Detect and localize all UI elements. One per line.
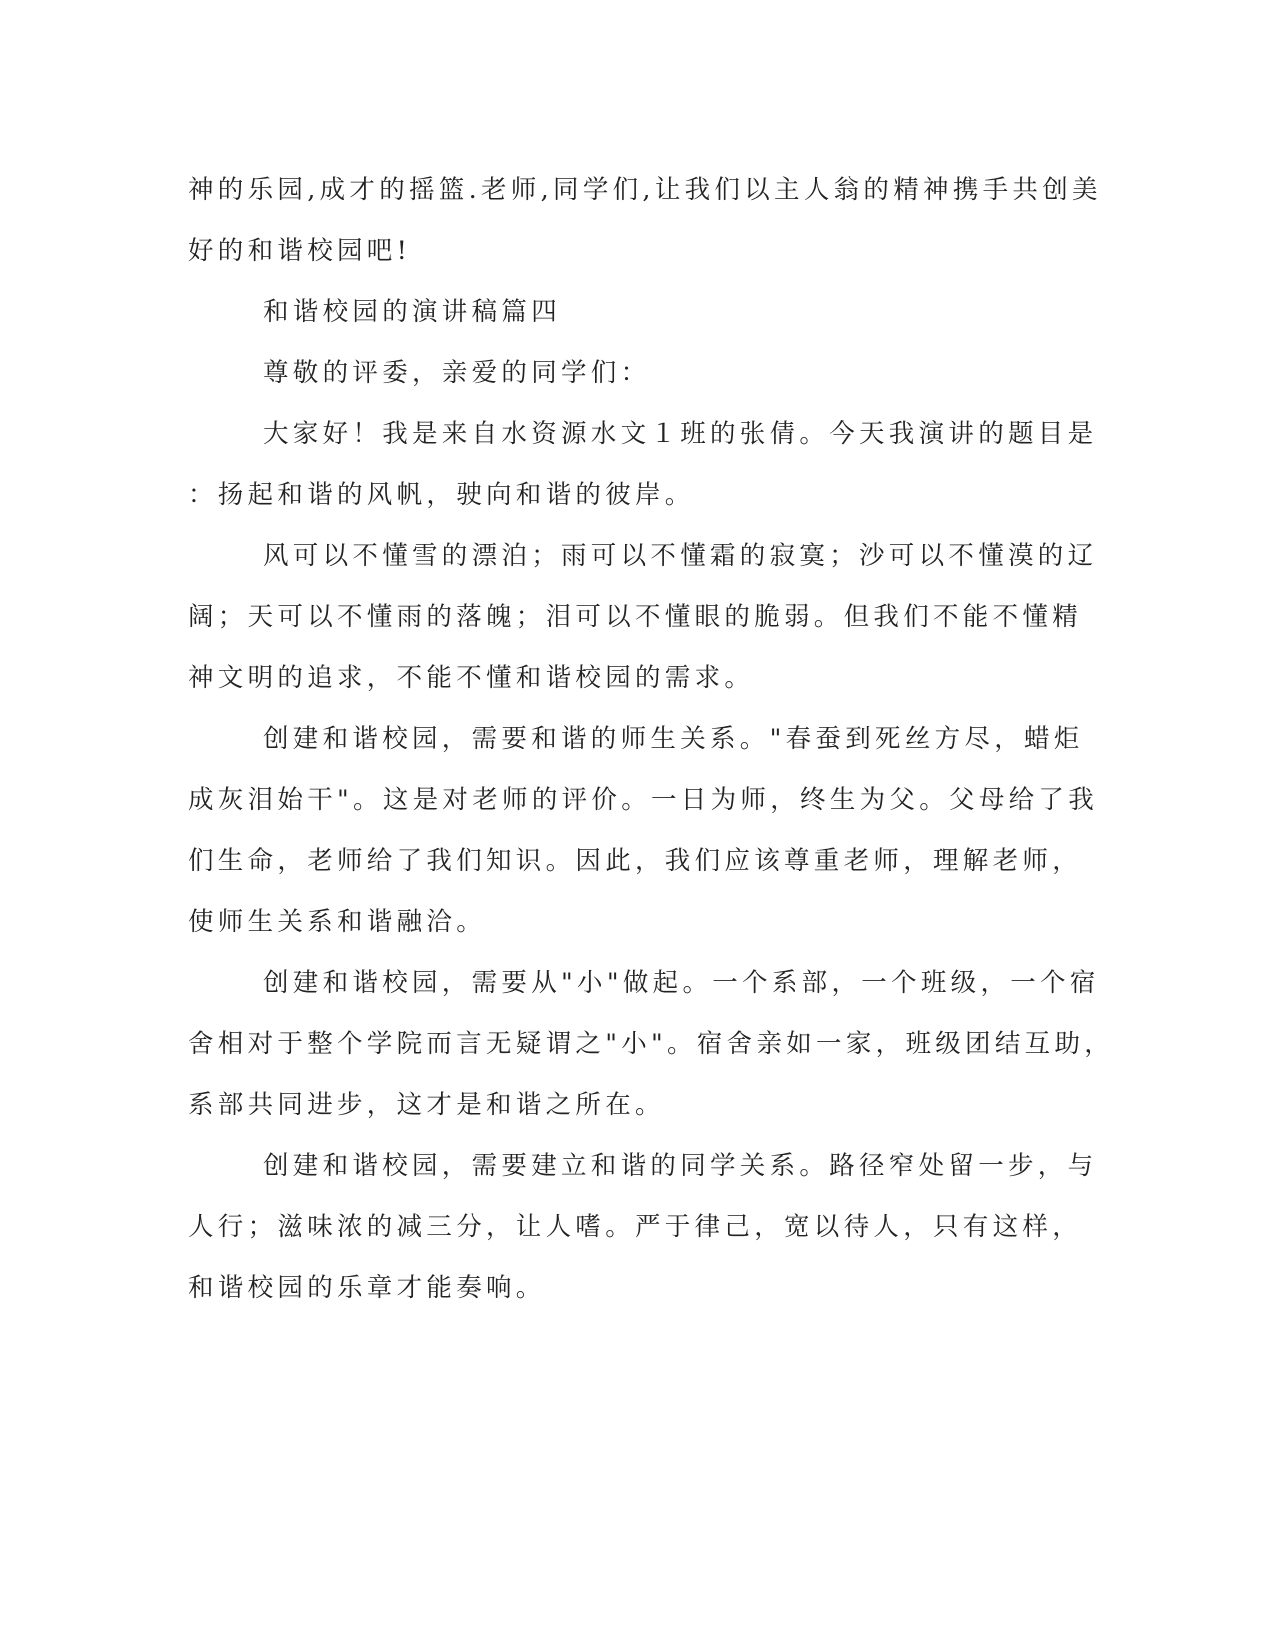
text-line: 神文明的追求，不能不懂和谐校园的需求。 [188, 663, 755, 693]
heading-line: 和谐校园的演讲稿篇四 [263, 297, 562, 327]
paragraph-closing [188, 160, 1102, 282]
text-line: 们生命，老师给了我们知识。因此，我们应该尊重老师，理解老师， [188, 846, 1083, 876]
text-line: 神的乐园,成才的摇篮.老师,同学们,让我们以主人翁的精神携手共创美 [188, 175, 1102, 205]
section-heading [188, 282, 1073, 343]
text-line: 系部共同进步，这才是和谐之所在。 [188, 1090, 665, 1120]
paragraph-small [188, 953, 1115, 1136]
text-line: 创建和谐校园，需要从"小"做起。一个系部，一个班级，一个宿 [263, 968, 1100, 998]
text-line: 成灰泪始干"。这是对老师的评价。一日为师，终生为父。父母给了我 [188, 785, 1099, 815]
text-line: 使师生关系和谐融洽。 [188, 907, 487, 937]
text-line: 好的和谐校园吧! [188, 236, 412, 266]
text-line: 尊敬的评委，亲爱的同学们： [263, 358, 651, 388]
text-line: 舍相对于整个学院而言无疑谓之"小"。宿舍亲如一家，班级团结互助， [188, 1029, 1115, 1059]
text-line: ：扬起和谐的风帆，驶向和谐的彼岸。 [188, 480, 695, 510]
paragraph-classmates [188, 1136, 1098, 1319]
salutation [188, 343, 1073, 404]
text-line: 大家好！我是来自水资源水文１班的张倩。今天我演讲的题目是 [263, 419, 1098, 449]
text-line: 创建和谐校园，需要和谐的师生关系。"春蚕到死丝方尽，蜡炬 [263, 724, 1084, 754]
text-line: 风可以不懂雪的漂泊；雨可以不懂霜的寂寞；沙可以不懂漠的辽 [263, 541, 1098, 571]
document-body [188, 160, 1115, 1319]
text-line: 和谐校园的乐章才能奏响。 [188, 1273, 546, 1303]
paragraph-wind [188, 526, 1098, 709]
paragraph-teacher [188, 709, 1099, 953]
paragraph-intro [188, 404, 1098, 526]
text-line: 创建和谐校园，需要建立和谐的同学关系。路径窄处留一步，与 [263, 1151, 1098, 1181]
text-line: 人行；滋味浓的减三分，让人嗜。严于律己，宽以待人，只有这样， [188, 1212, 1083, 1242]
text-line: 阔；天可以不懂雨的落魄；泪可以不懂眼的脆弱。但我们不能不懂精 [188, 602, 1083, 632]
